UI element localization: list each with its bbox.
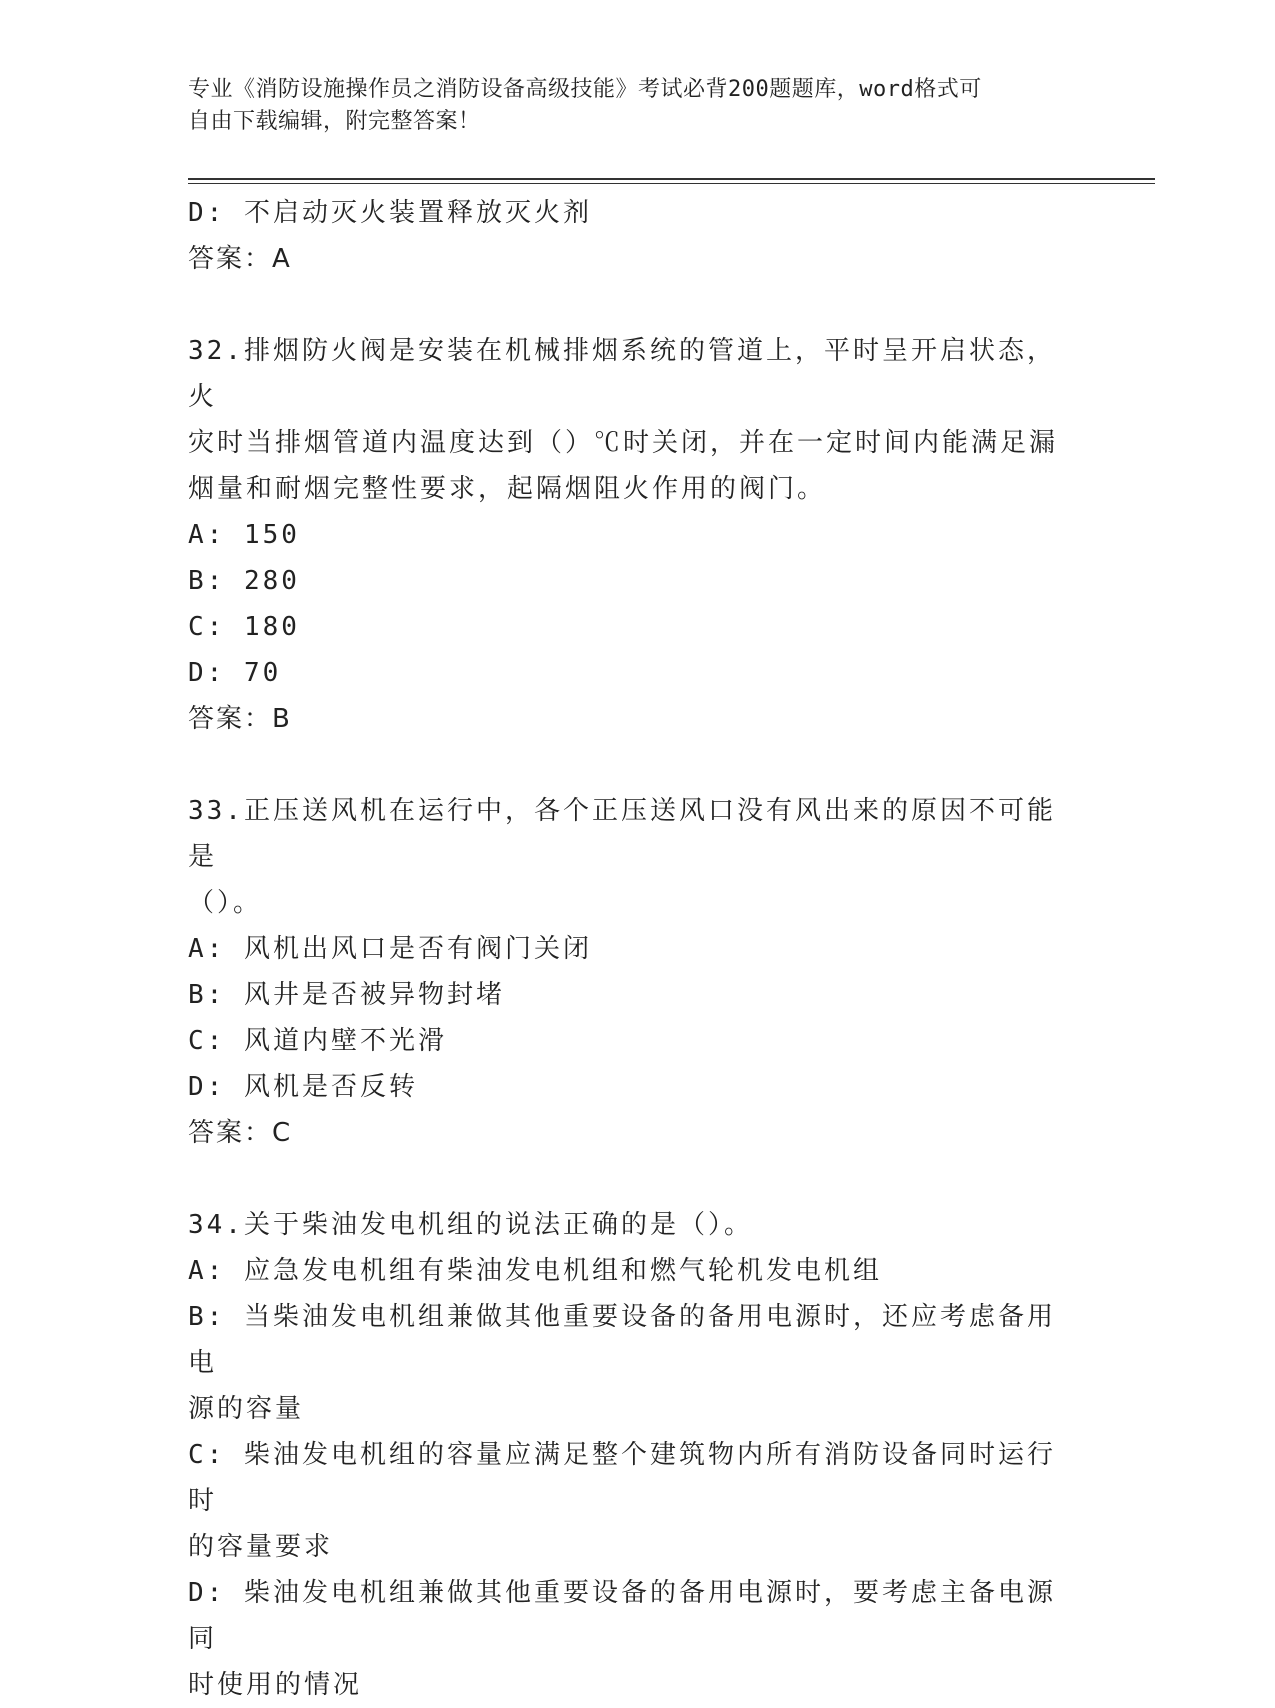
option-d: D: 不启动灭火装置释放灭火剂: [188, 198, 592, 228]
document-header: [188, 74, 1068, 138]
option-b: B: 当柴油发电机组兼做其他重要设备的备用电源时，还应考虑备用电: [188, 1302, 1056, 1378]
option-b: B: 280: [188, 566, 300, 596]
spacer: [188, 282, 1083, 328]
option-a: A: 风机出风口是否有阀门关闭: [188, 934, 592, 964]
option-d: D: 风机是否反转: [188, 1072, 418, 1102]
option-d: D: 柴油发电机组兼做其他重要设备的备用电源时，要考虑主备电源同: [188, 1578, 1056, 1654]
option-c: C: 180: [188, 612, 300, 642]
question-stem-line: 33.正压送风机在运行中，各个正压送风口没有风出来的原因不可能是: [188, 796, 1056, 872]
question-34: [188, 1202, 1083, 1708]
option-d-continued: 时使用的情况: [188, 1670, 363, 1700]
question-stem-line: 34.关于柴油发电机组的说法正确的是（）。: [188, 1210, 753, 1240]
question-31-tail: [188, 190, 1083, 282]
header-line-1: 专业《消防设施操作员之消防设备高级技能》考试必背200题题库，word格式可: [188, 77, 982, 102]
question-stem-line: 32.排烟防火阀是安装在机械排烟系统的管道上，平时呈开启状态，火: [188, 336, 1056, 412]
answer-label: 答案：A: [188, 244, 292, 274]
answer-label: 答案：B: [188, 704, 292, 734]
option-a: A: 150: [188, 520, 300, 550]
question-stem-line: （）。: [188, 888, 263, 918]
option-b-continued: 源的容量: [188, 1394, 305, 1424]
question-stem-line: 灾时当排烟管道内温度达到（）℃时关闭，并在一定时间内能满足漏: [188, 428, 1059, 458]
header-divider-thick: [188, 178, 1155, 180]
question-33: [188, 788, 1083, 1156]
spacer: [188, 742, 1083, 788]
option-c-continued: 的容量要求: [188, 1532, 334, 1562]
question-stem-line: 烟量和耐烟完整性要求，起隔烟阻火作用的阀门。: [188, 474, 827, 504]
spacer: [188, 1156, 1083, 1202]
answer-label: 答案：C: [188, 1118, 293, 1148]
header-line-2: 自由下载编辑，附完整答案！: [188, 109, 481, 134]
question-content: [188, 190, 1083, 1708]
option-d: D: 70: [188, 658, 282, 688]
question-32: [188, 328, 1083, 742]
option-c: C: 柴油发电机组的容量应满足整个建筑物内所有消防设备同时运行时: [188, 1440, 1056, 1516]
option-a: A: 应急发电机组有柴油发电机组和燃气轮机发电机组: [188, 1256, 882, 1286]
option-b: B: 风井是否被异物封堵: [188, 980, 505, 1010]
option-c: C: 风道内壁不光滑: [188, 1026, 447, 1056]
header-divider-thin: [188, 183, 1155, 184]
